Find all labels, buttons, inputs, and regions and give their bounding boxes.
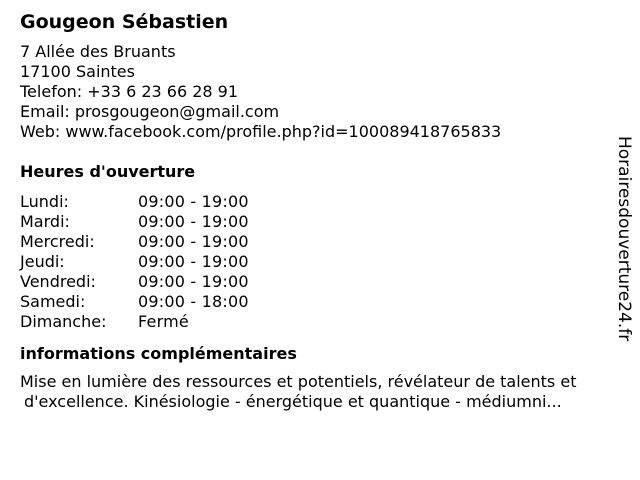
email-line: Email: prosgougeon@gmail.com [20, 102, 280, 121]
hours-row-sunday [20, 312, 610, 332]
day-label: Jeudi: [20, 252, 65, 271]
phone-line: Telefon: +33 6 23 66 28 91 [20, 82, 239, 101]
time-value: Fermé [138, 312, 189, 331]
day-label: Lundi: [20, 192, 69, 211]
day-label: Mercredi: [20, 232, 95, 251]
time-value: 09:00 - 19:00 [138, 252, 249, 271]
business-name: Gougeon Sébastien [20, 11, 229, 33]
opening-hours-table [20, 192, 610, 332]
hours-row-tuesday [20, 212, 610, 232]
additional-info-line-2: d'excellence. Kinésiologie - énergétique et quantique - médiumni... [24, 392, 562, 411]
additional-info-line-1: Mise en lumière des ressources et potentiels, révélateur de talents et [20, 372, 577, 391]
business-card [20, 8, 610, 412]
hours-row-monday [20, 192, 610, 212]
time-value: 09:00 - 19:00 [138, 212, 249, 231]
time-value: 09:00 - 18:00 [138, 292, 249, 311]
additional-info-title: informations complémentaires [20, 344, 297, 363]
time-value: 09:00 - 19:00 [138, 192, 249, 211]
additional-info-text [20, 372, 630, 412]
web-line: Web: www.facebook.com/profile.php?id=100089418765833 [20, 122, 502, 141]
hours-row-thursday [20, 252, 610, 272]
address-line-1: 7 Allée des Bruants [20, 42, 176, 61]
hours-row-saturday [20, 292, 610, 312]
day-label: Mardi: [20, 212, 70, 231]
day-label: Vendredi: [20, 272, 96, 291]
hours-row-wednesday [20, 232, 610, 252]
site-watermark: Horairesdouverture24.fr [614, 136, 634, 342]
opening-hours-title: Heures d'ouverture [20, 162, 196, 181]
address-line-2: 17100 Saintes [20, 62, 135, 81]
day-label: Dimanche: [20, 312, 107, 331]
time-value: 09:00 - 19:00 [138, 232, 249, 251]
day-label: Samedi: [20, 292, 86, 311]
hours-row-friday [20, 272, 610, 292]
time-value: 09:00 - 19:00 [138, 272, 249, 291]
